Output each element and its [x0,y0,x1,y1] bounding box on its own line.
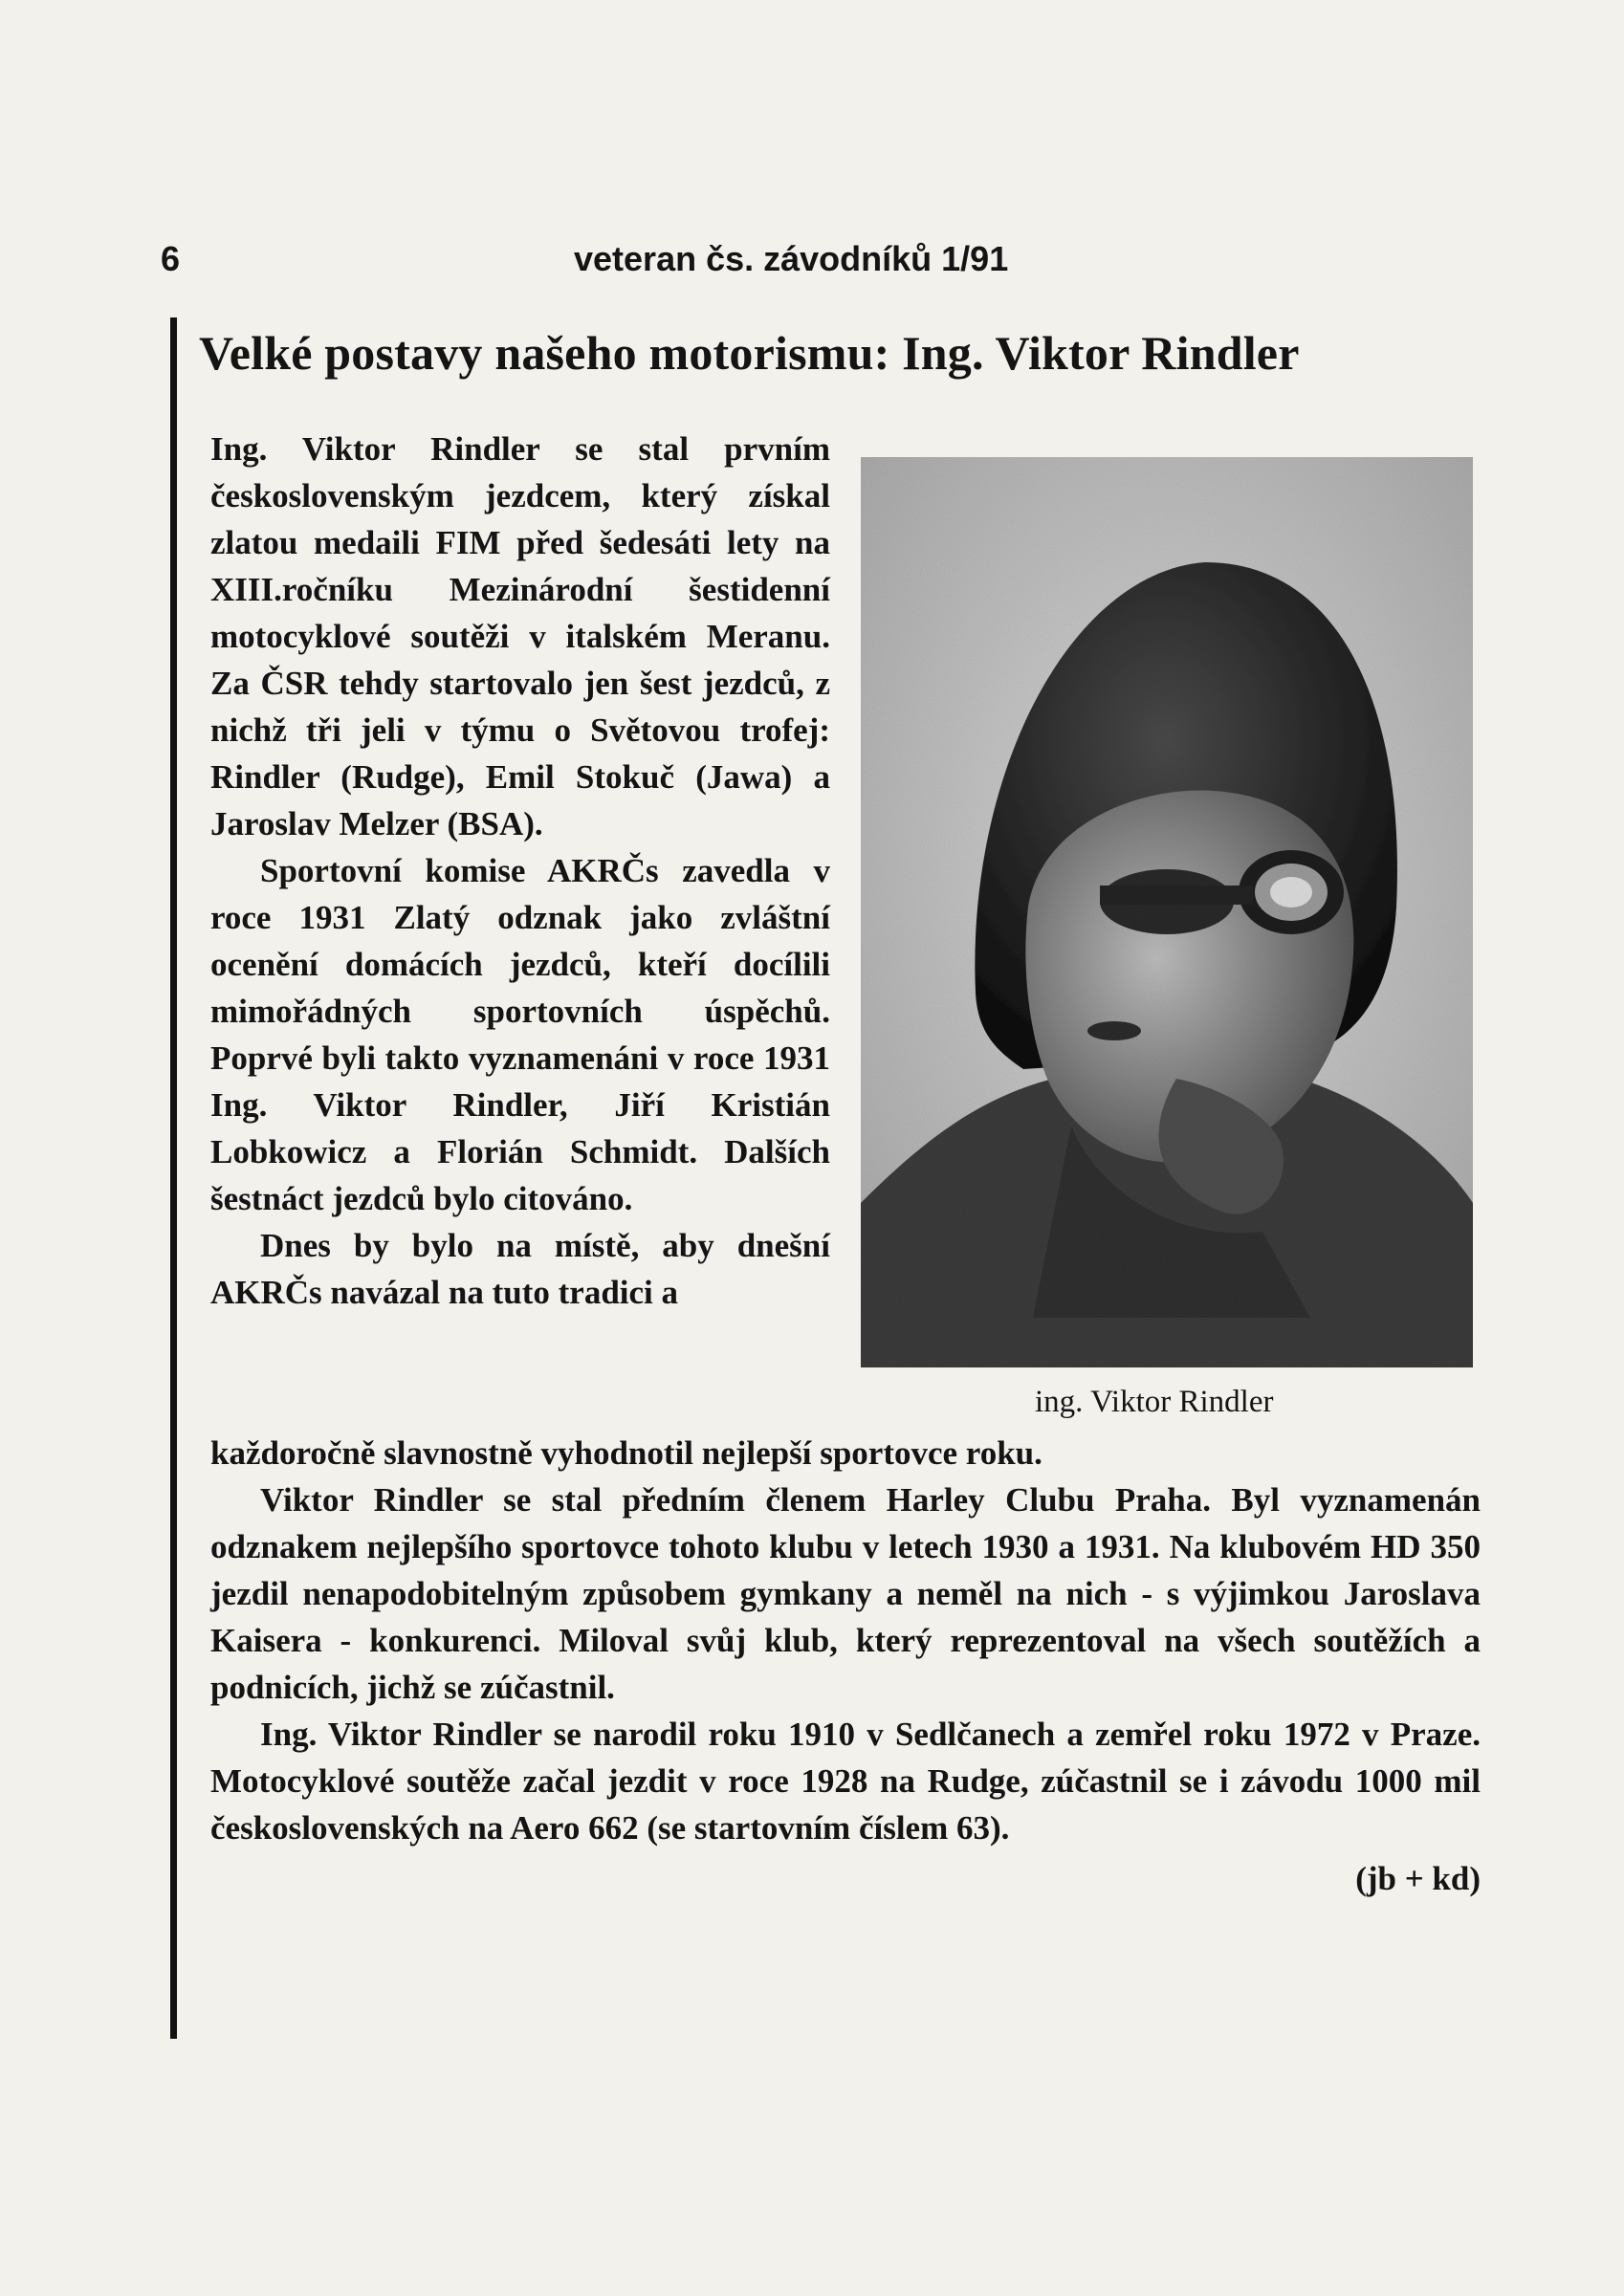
paragraph-continued: každoročně slavnostně vyhodnotil nejlepší sportovce roku. [210,1434,1042,1472]
page-number: 6 [161,239,181,278]
portrait-photo [861,457,1473,1367]
article-full-width [210,1430,1481,1902]
article-title: Velké postavy našeho motorismu: Ing. Viktor Rindler [199,326,1300,380]
portrait-illustration [861,457,1473,1367]
paragraph-biography: Ing. Viktor Rindler se narodil roku 1910 v Sedlčanech a zemřel roku 1972 v Praze. Motocyklové soutěže začal jezdit v roce 1928 na Rudge, zúčastnil se i závodu 1000 mil československých na Aero 662 (se startovním číslem 63). [210,1716,1481,1847]
running-head: veteran čs. závodníků 1/91 [574,239,1009,278]
paragraph-intro: Ing. Viktor Rindler se stal prvním československým jezdcem, který získal zlatou medaili FIM před šedesáti lety na XIII.ročníku Mezinárodní šestidenní motocyklové soutěži v italském Meranu. Za ČSR tehdy startovalo jen šest jezdců, z nichž tři jeli v týmu o Světovou trofej: Rindler (Rudge), Emil Stokuč (Jawa) a Jaroslav Melzer (BSA). [210,430,830,842]
article-column [210,426,830,1316]
paragraph-award: Sportovní komise AKRČs zavedla v roce 1931 Zlatý odznak jako zvláštní ocenění domácích jezdců, kteří docílili mimořádných sportovních úspěchů. Poprvé byli takto vyznamenáni v roce 1931 Ing. Viktor Rindler, Jiří Kristián Lobkowicz a Florián Schmidt. Dalších šestnáct jezdců bylo citováno. [210,852,830,1217]
paragraph-club: Viktor Rindler se stal předním členem Harley Clubu Praha. Byl vyznamenán odznakem nejlepšího sportovce tohoto klubu v letech 1930 a 1931. Na klubovém HD 350 jezdil nenapodobitelným způsobem gymkany a neměl na nich - s výjimkou Jaroslava Kaisera - konkurenci. Miloval svůj klub, který reprezentoval na všech soutěžích a podnicích, jichž se zúčastnil. [210,1481,1481,1706]
photo-caption: ing. Viktor Rindler [1035,1385,1274,1419]
author-initials: (jb + kd) [1355,1860,1481,1897]
left-margin-rule [170,317,177,2039]
paragraph-today: Dnes by bylo na místě, aby dnešní AKRČs navázal na tuto tradici a [210,1227,830,1311]
